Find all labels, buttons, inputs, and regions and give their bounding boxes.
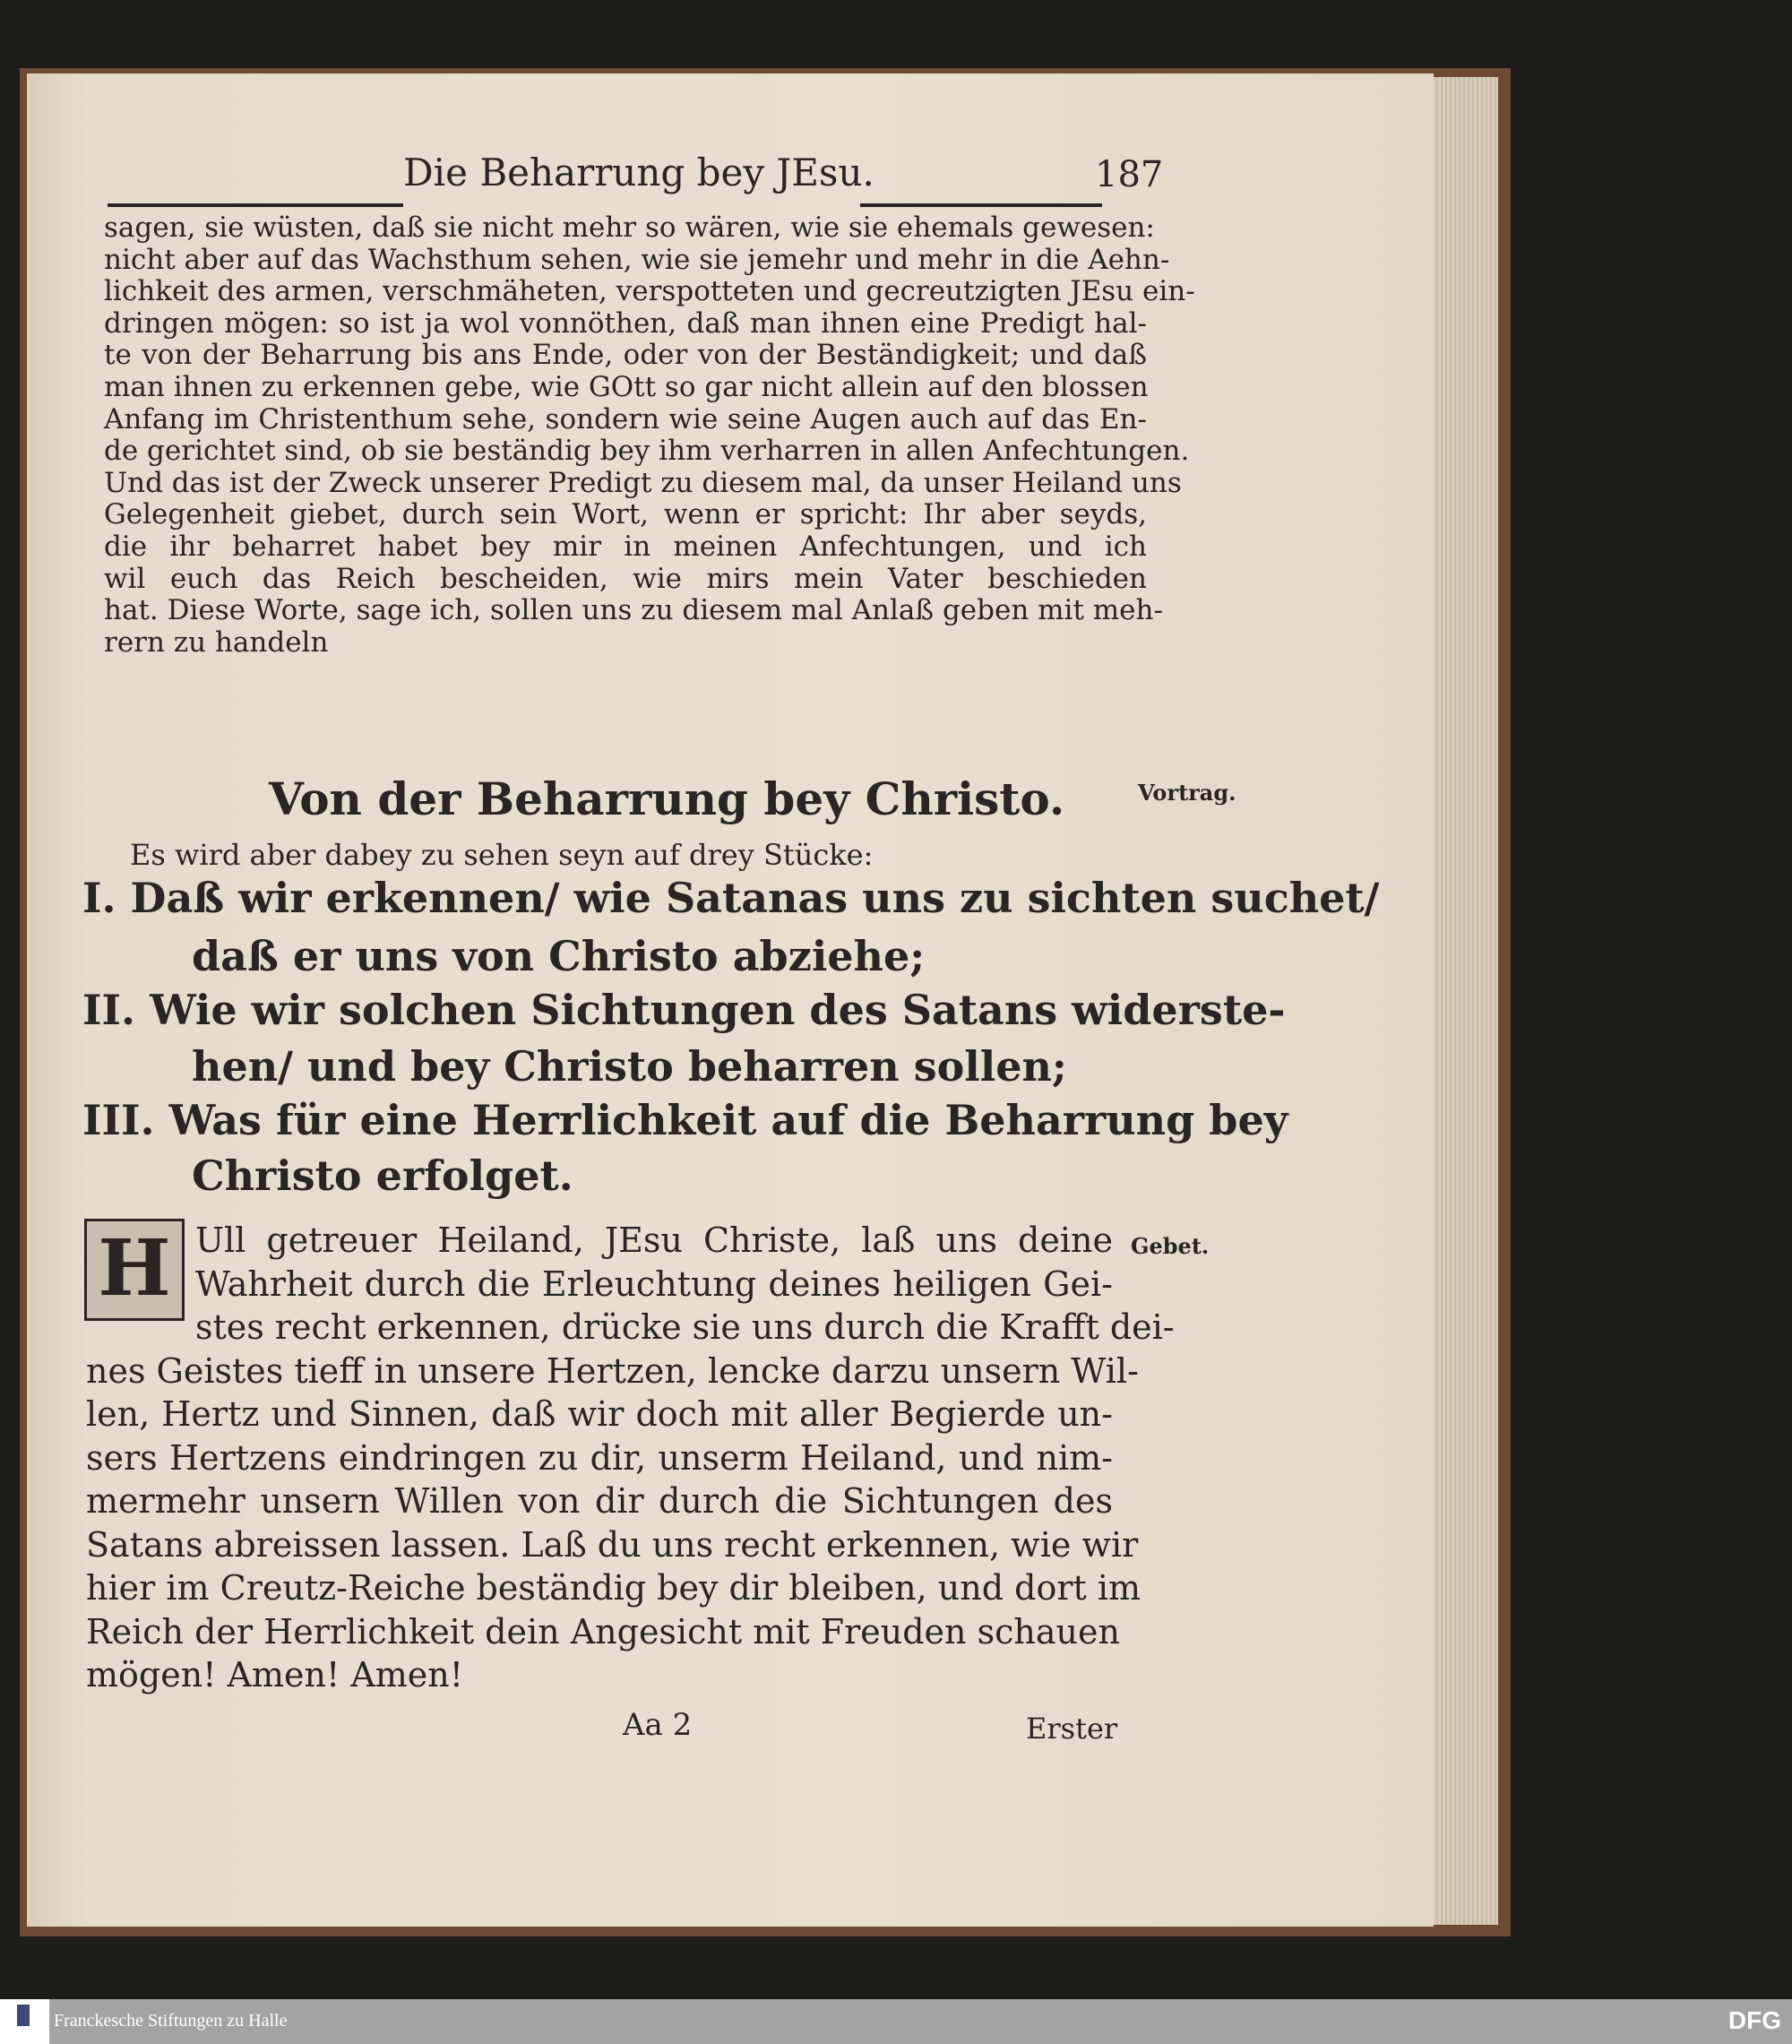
prayer-line: mögen! Amen! Amen!	[86, 1655, 464, 1695]
margin-note-vortrag: Vortrag.	[1138, 780, 1236, 806]
body-line: Und das ist der Zweck unserer Predigt zu diesem mal, da unser Heiland uns	[104, 466, 1182, 499]
catchword: Erster	[1026, 1712, 1118, 1746]
prayer-line: sers Hertzens eindringen zu dir, unserm Heiland, und nim-	[86, 1437, 1113, 1478]
prayer-line: stes recht erkennen, drücke sie uns durch die Krafft dei-	[195, 1307, 1175, 1347]
prayer-line: mermehr unsern Willen von dir durch die Sichtungen des	[86, 1481, 1113, 1521]
body-line: sagen, sie wüsten, daß sie nicht mehr so wären, wie sie ehemals gewesen:	[104, 211, 1155, 244]
body-line: Anfang im Christenthum sehe, sondern wie seine Augen auch auf das En-	[104, 402, 1147, 436]
page-number: 187	[1095, 154, 1164, 195]
running-title: Die Beharrung bey JEsu.	[403, 151, 874, 194]
margin-note-gebet: Gebet.	[1131, 1233, 1210, 1259]
body-line: rern zu handeln	[104, 625, 329, 659]
prayer-line: Reich der Herrlichkeit dein Angesicht mit Freuden schauen	[86, 1611, 1120, 1652]
prayer-line: hier im Creutz-Reiche beständig bey dir bleiben, und dort im	[86, 1568, 1142, 1608]
body-line: te von der Beharrung bis ans Ende, oder von der Beständigkeit; und daß	[104, 339, 1147, 372]
section-title: Von der Beharrung bey Christo.	[269, 772, 1065, 825]
footer-bar	[0, 1999, 1792, 2044]
prayer-line: Satans abreissen lassen. Laß du uns recht erkennen, wie wir	[86, 1524, 1139, 1565]
body-line: lichkeit des armen, verschmäheten, verspotteten und gecreutzigten JEsu ein-	[104, 275, 1195, 308]
body-line: die ihr beharret habet bey mir in meinen Anfechtungen, und ich	[104, 530, 1147, 563]
prayer-line: Ull getreuer Heiland, JEsu Christe, laß uns deine	[195, 1220, 1113, 1260]
outline-point: daß er uns von Christo abziehe;	[192, 932, 926, 980]
institution-name: Franckesche Stiftungen zu Halle	[54, 2011, 288, 2031]
outline-point: II. Wie wir solchen Sichtungen des Satans widerste-	[82, 986, 1286, 1034]
body-line: wil euch das Reich bescheiden, wie mirs mein Vater beschieden	[104, 562, 1147, 595]
outline-point: hen/ und bey Christo beharren sollen;	[192, 1042, 1067, 1091]
header-rule-left	[108, 203, 403, 207]
body-line: dringen mögen: so ist ja wol vonnöthen, daß man ihnen eine Predigt hal-	[104, 306, 1147, 340]
page-edges	[1425, 77, 1498, 1925]
signature-mark: Aa 2	[623, 1707, 693, 1743]
dfg-logo: DFG	[1727, 2006, 1781, 2034]
header-rule-right	[860, 203, 1102, 207]
body-line: man ihnen zu erkennen gebe, wie GOtt so gar nicht allein auf den blossen	[104, 371, 1149, 403]
outline-point: Christo erfolget.	[192, 1151, 573, 1200]
body-line: nicht aber auf das Wachsthum sehen, wie sie jemehr und mehr in die Aehn-	[104, 243, 1170, 276]
body-line: de gerichtet sind, ob sie beständig bey ihm verharren in allen Anfechtungen.	[104, 435, 1190, 468]
body-line: Gelegenheit giebet, durch sein Wort, wenn er spricht: Ihr aber seyds,	[104, 498, 1147, 531]
section-subtitle: Es wird aber dabey zu sehen seyn auf drey Stücke:	[130, 838, 874, 872]
outline-point: III. Was für eine Herrlichkeit auf die Beharrung bey	[82, 1096, 1288, 1144]
body-line: hat. Diese Worte, sage ich, sollen uns zu diesem mal Anlaß geben mit meh-	[104, 594, 1163, 627]
institution-logo	[0, 1999, 49, 2044]
prayer-line: Wahrheit durch die Erleuchtung deines heiligen Gei-	[195, 1263, 1113, 1304]
outline-point: I. Daß wir erkennen/ wie Satanas uns zu sichten suchet/	[82, 874, 1380, 922]
prayer-line: nes Geistes tieff in unsere Hertzen, lencke darzu unsern Wil-	[86, 1350, 1139, 1391]
logo-figure-icon	[17, 2005, 30, 2026]
decorated-initial: H	[84, 1219, 185, 1321]
prayer-line: len, Hertz und Sinnen, daß wir doch mit aller Begierde un-	[86, 1394, 1113, 1434]
